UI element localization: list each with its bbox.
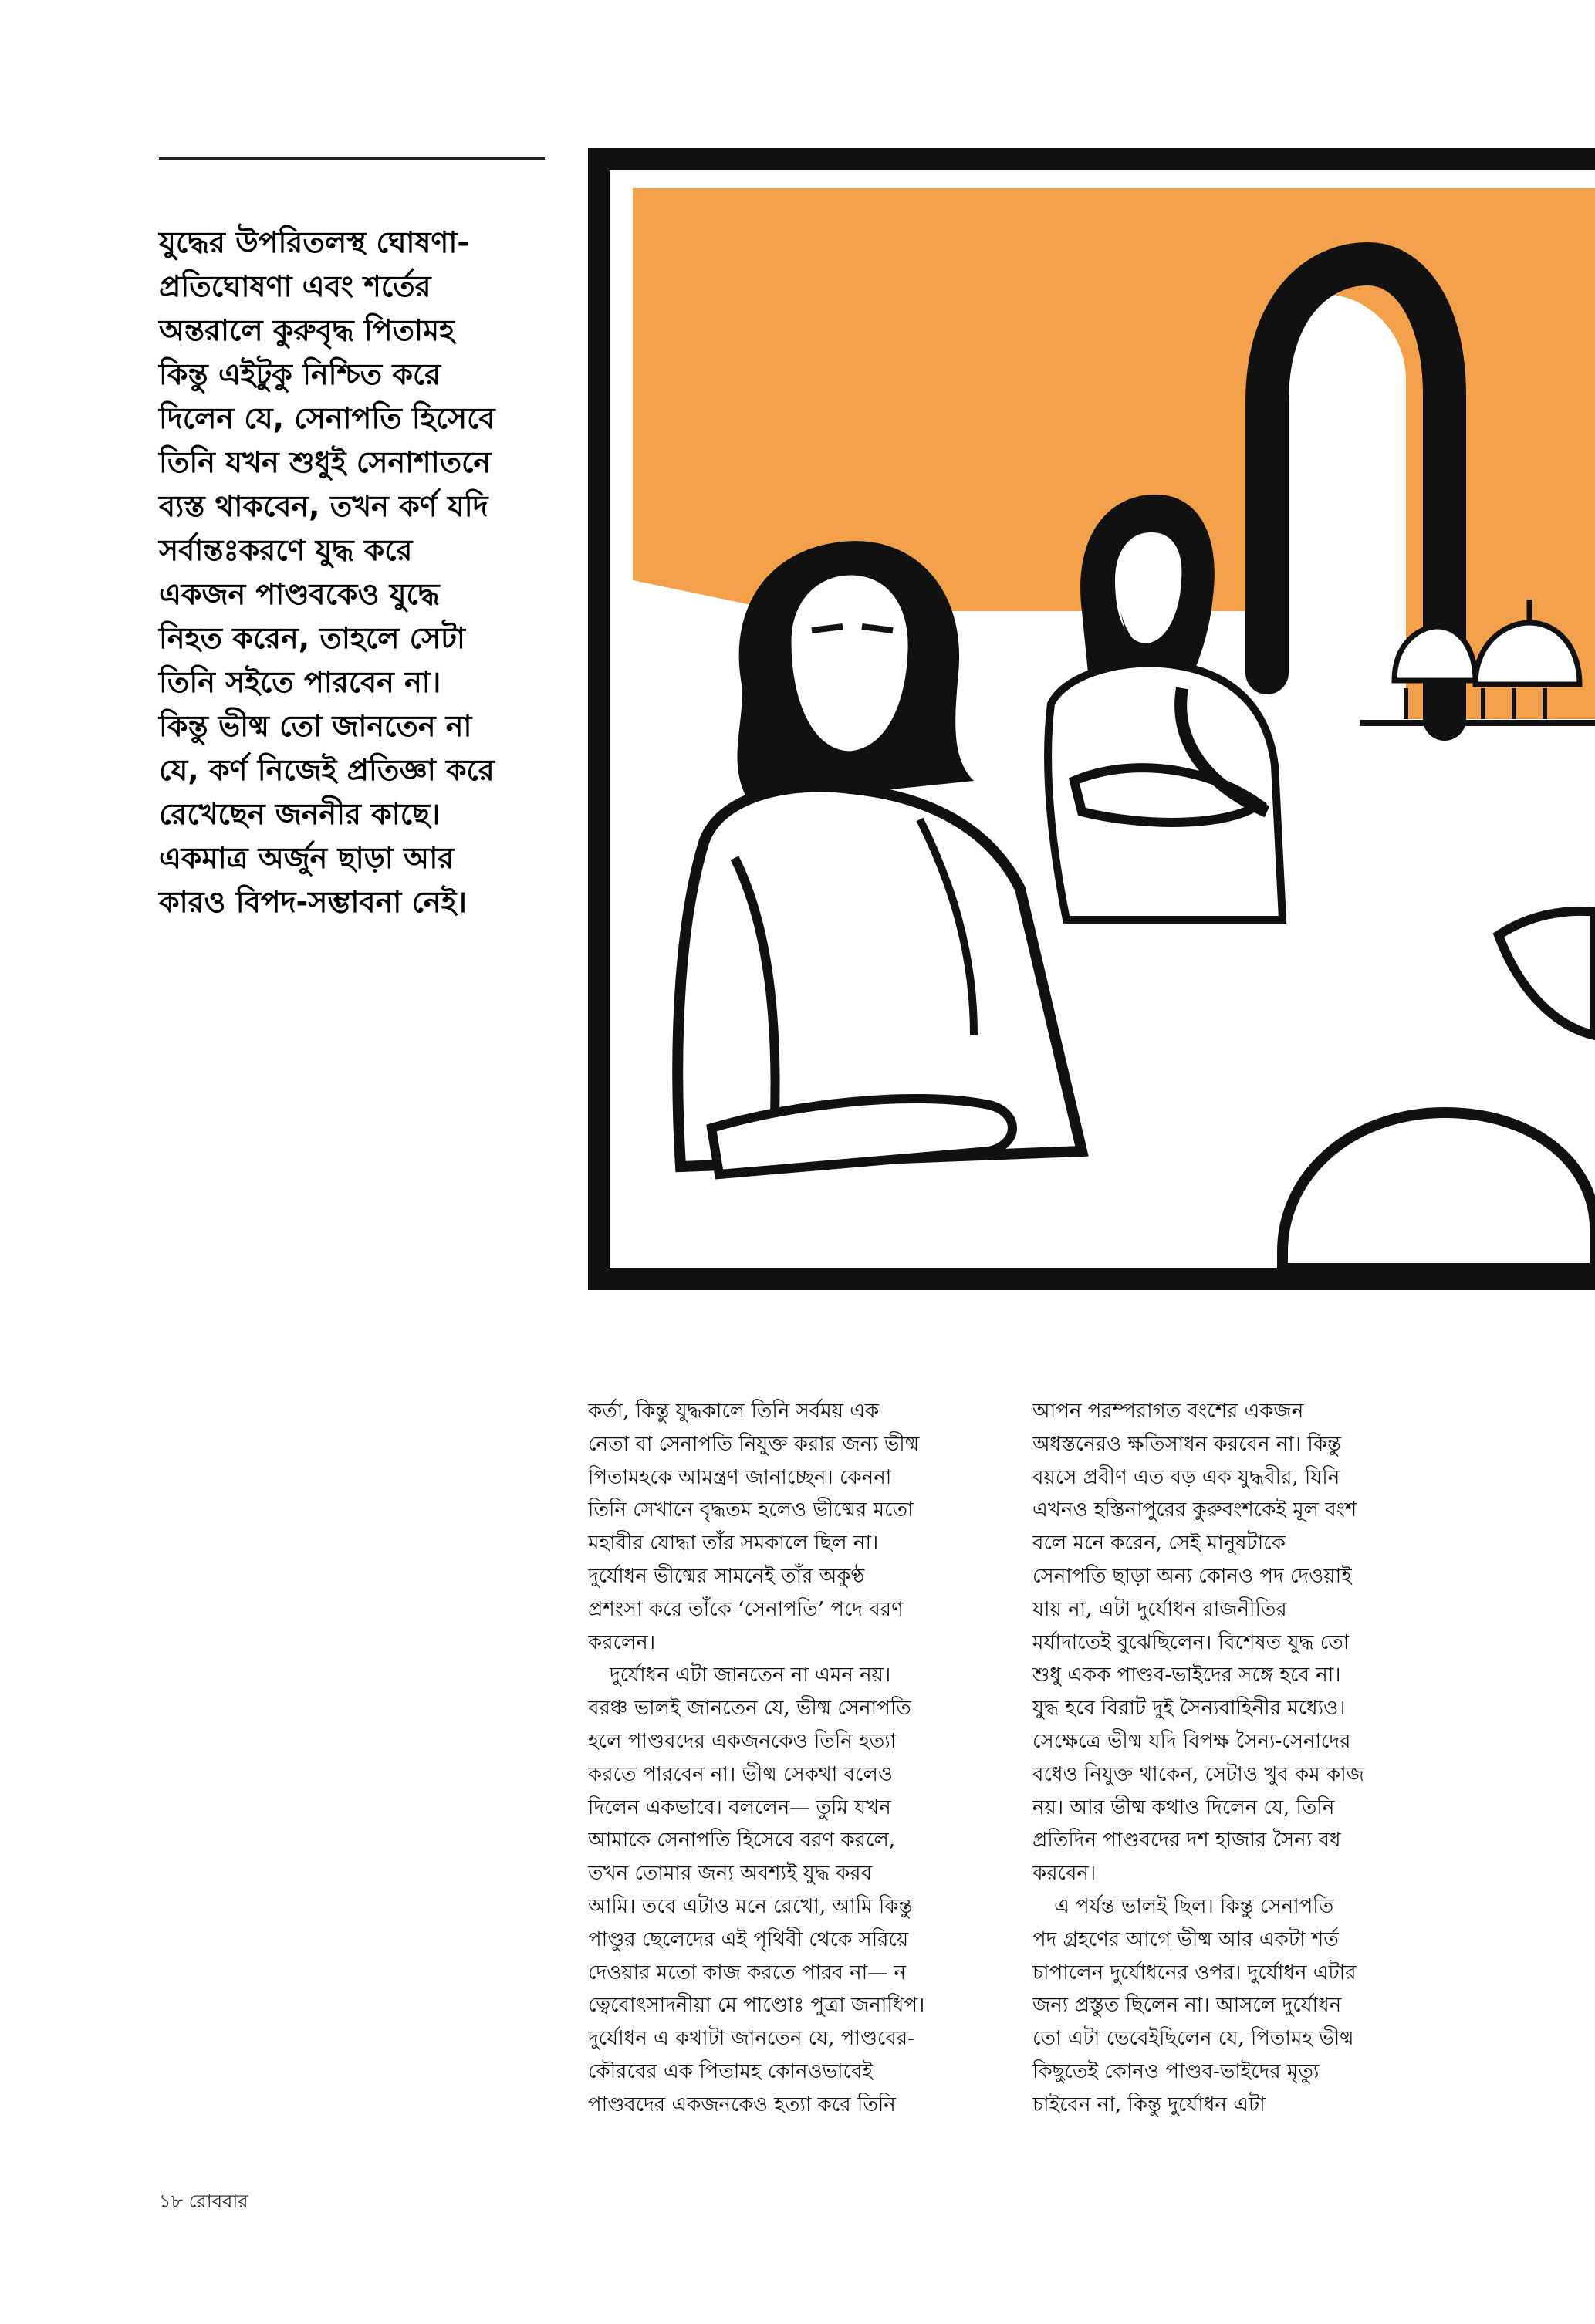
pull-quote-line: যে, কর্ণ নিজেই প্রতিজ্ঞা করে: [159, 753, 495, 787]
column-line: তখন তোমার জন্য অবশ্যই যুদ্ধ করব: [588, 1862, 873, 1886]
column-line: বধেও নিযুক্ত থাকেন, সেটাও খুব কম কাজ: [1032, 1762, 1364, 1786]
column-line: বরঞ্চ ভালই জানতেন যে, ভীষ্ম সেনাপতি: [588, 1697, 911, 1721]
column-line: পাণ্ডুর ছেলেদের এই পৃথিবী থেকে সরিয়ে: [588, 1927, 909, 1951]
column-line: সেনাপতি ছাড়া অন্য কোনও পদ দেওয়াই: [1032, 1564, 1352, 1588]
page-number: ১৮: [159, 2191, 184, 2212]
top-rule: [159, 157, 545, 160]
pull-quote-line: ব্যস্ত থাকবেন, তখন কর্ণ যদি: [159, 489, 488, 523]
pull-quote-line: তিনি যখন শুধুই সেনাশাতনে: [159, 445, 492, 479]
pull-quote-line: কারও বিপদ-সম্ভাবনা নেই।: [159, 885, 467, 919]
column-line: এ পর্যন্ত ভালই ছিল। কিন্তু সেনাপতি: [1054, 1894, 1334, 1918]
column-line: দেওয়ার মতো কাজ করতে পারব না— ন: [588, 1961, 906, 1985]
column-line: আমাকে সেনাপতি হিসেবে বরণ করলে,: [588, 1829, 896, 1853]
column-line: কর্তা, কিন্তু যুদ্ধকালে তিনি সর্বময় এক: [588, 1400, 880, 1423]
column-line: পাণ্ডবদের একজনকেও হত্যা করে তিনি: [588, 2093, 896, 2116]
pull-quote-line: রেখেছেন জননীর কাছে।: [159, 797, 441, 831]
pull-quote-line: কিন্তু ভীষ্ম তো জানতেন না: [159, 709, 472, 743]
column-line: করলেন।: [588, 1630, 656, 1654]
column-line: সেক্ষেত্রে ভীষ্ম যদি বিপক্ষ সৈন্য-সেনাদের: [1032, 1729, 1351, 1753]
pull-quote-line: একজন পাণ্ডবকেও যুদ্ধে: [159, 577, 440, 611]
column-line: দুর্যোধন ভীষ্মের সামনেই তাঁর অকুণ্ঠ: [588, 1564, 865, 1588]
article-column-2: [1032, 1395, 1418, 2122]
pull-quote-line: প্রতিঘোষণা এবং শর্তের: [159, 269, 431, 303]
pull-quote: [159, 221, 545, 924]
column-line: প্রশংসা করে তাঁকে ‘সেনাপতি’ পদে বরণ: [588, 1597, 904, 1621]
column-line: অধস্তনেরও ক্ষতিসাধন করবেন না। কিন্তু: [1032, 1432, 1341, 1456]
column-line: দুর্যোধন এটা জানতেন না এমন নয়।: [610, 1664, 891, 1687]
pull-quote-line: একমাত্র অর্জুন ছাড়া আর: [159, 841, 455, 875]
column-line: চাপালেন দুর্যোধনের ওপর। দুর্যোধন এটার: [1032, 1961, 1357, 1985]
column-line: পদ গ্রহণের আগে ভীষ্ম আর একটা শর্ত: [1032, 1927, 1339, 1951]
column-line: বয়সে প্রবীণ এত বড় এক যুদ্ধবীর, যিনি: [1032, 1465, 1340, 1489]
column-line: করতে পারবেন না। ভীষ্ম সেকথা বলেও: [588, 1762, 893, 1786]
pull-quote-line: কিন্তু এইটুকু নিশ্চিত করে: [159, 357, 441, 391]
publication-name: রোববার: [188, 2191, 248, 2212]
column-line: কিছুতেই কোনও পাণ্ডব-ভাইদের মৃত্যু: [1032, 2059, 1320, 2083]
column-line: চাইবেন না, কিন্তু দুর্যোধন এটা: [1032, 2093, 1266, 2116]
illustration-artwork: [588, 148, 1595, 1290]
column-line: জন্য প্রস্তুত ছিলেন না। আসলে দুর্যোধন: [1032, 1994, 1342, 2018]
column-line: পিতামহকে আমন্ত্রণ জানাচ্ছেন। কেননা: [588, 1465, 892, 1489]
pull-quote-line: তিনি সইতে পারবেন না।: [159, 665, 441, 699]
article-column-1: [588, 1395, 974, 2122]
page-footer: [159, 2187, 248, 2218]
column-line: আপন পরম্পরাগত বংশের একজন: [1032, 1400, 1304, 1423]
column-line: দিলেন একভাবে। বললেন— তুমি যখন: [588, 1795, 891, 1819]
column-line: শুধু একক পাণ্ডব-ভাইদের সঙ্গে হবে না।: [1032, 1664, 1341, 1687]
column-line: ত্বেবোৎসাদনীয়া মে পাণ্ডোঃ পুত্রা জনাধিপ।: [588, 1994, 925, 2018]
column-line: বলে মনে করেন, সেই মানুষটাকে: [1032, 1532, 1286, 1556]
column-line: করবেন।: [1032, 1862, 1097, 1886]
column-line: দুর্যোধন এ কথাটা জানতেন যে, পাণ্ডবের-: [588, 2027, 914, 2051]
column-line: যুদ্ধ হবে বিরাট দুই সৈন্যবাহিনীর মধ্যেও।: [1032, 1697, 1346, 1721]
column-line: মহাবীর যোদ্ধা তাঁর সমকালে ছিল না।: [588, 1532, 879, 1556]
pull-quote-line: সর্বান্তঃকরণে যুদ্ধ করে: [159, 533, 413, 567]
pull-quote-line: অন্তরালে কুরুবৃদ্ধ পিতামহ: [159, 313, 455, 347]
column-line: হলে পাণ্ডবদের একজনকেও তিনি হত্যা: [588, 1729, 897, 1753]
column-line: তিনি সেখানে বৃদ্ধতম হলেও ভীষ্মের মতো: [588, 1498, 914, 1522]
column-line: যায় না, এটা দুর্যোধন রাজনীতির: [1032, 1597, 1287, 1621]
column-line: প্রতিদিন পাণ্ডবদের দশ হাজার সৈন্য বধ: [1032, 1829, 1341, 1853]
column-line: আমি। তবে এটাও মনে রেখো, আমি কিন্তু: [588, 1894, 913, 1918]
column-line: কৌরবের এক পিতামহ কোনওভাবেই: [588, 2059, 873, 2083]
pull-quote-line: নিহত করেন, তাহলে সেটা: [159, 621, 465, 655]
pull-quote-line: দিলেন যে, সেনাপতি হিসেবে: [159, 401, 495, 435]
column-line: তো এটা ভেবেইছিলেন যে, পিতামহ ভীষ্ম: [1032, 2027, 1354, 2051]
column-line: এখনও হস্তিনাপুরের কুরুবংশকেই মূল বংশ: [1032, 1498, 1357, 1522]
column-line: নেতা বা সেনাপতি নিযুক্ত করার জন্য ভীষ্ম: [588, 1432, 920, 1456]
column-line: নয়। আর ভীষ্ম কথাও দিলেন যে, তিনি: [1032, 1795, 1335, 1819]
illustration: [588, 148, 1595, 1290]
pull-quote-line: যুদ্ধের উপরিতলস্থ ঘোষণা-: [159, 225, 470, 259]
column-line: মর্যাদাতেই বুঝেছিলেন। বিশেষত যুদ্ধ তো: [1032, 1630, 1350, 1654]
